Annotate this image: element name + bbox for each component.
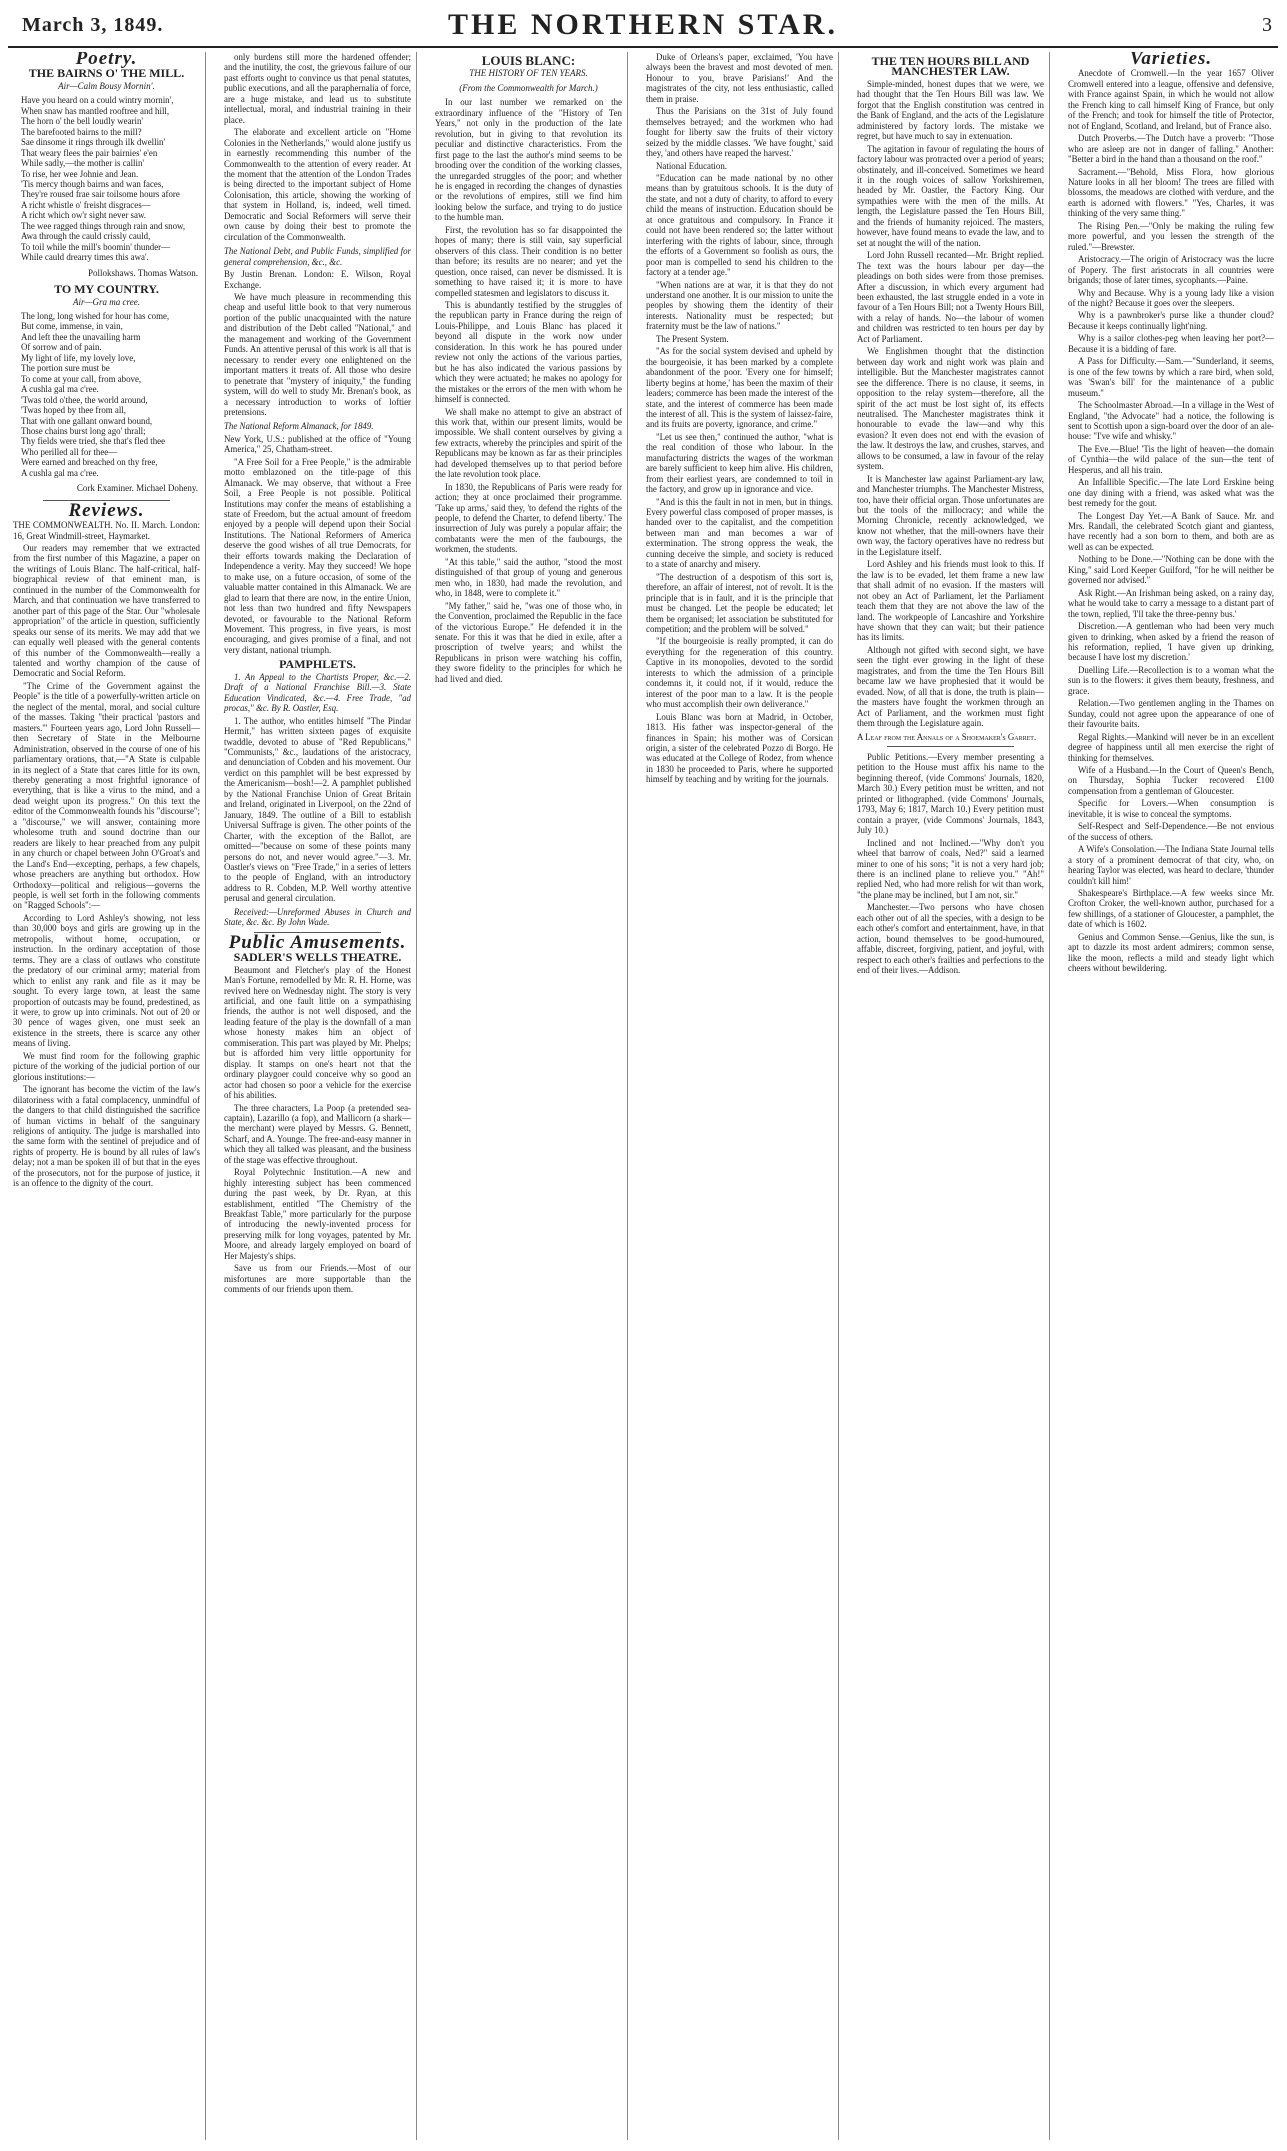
reviews-heading: Reviews. xyxy=(68,499,145,521)
poem-line: Have you heard on a could wintry mornin', xyxy=(21,95,174,106)
shoemaker-heading: A Leaf from the Annals of a Shoemaker's Garret. xyxy=(857,731,1037,742)
article-body xyxy=(435,97,622,684)
poem-line: A cushla gal ma c'ree. xyxy=(21,384,99,395)
pamphlet-body xyxy=(224,716,411,904)
poem-line: A cushla gal ma c'ree. xyxy=(21,467,99,478)
paragraph: 1. The author, who entitles himself "The Pindar Hermit," has written sixteen pages of exquisite twaddle, devoted to abuse of "Red Republicans," "Communists," &c., laudations of the aristocracy, and denunciation of Cobden and his movement. Our verdict on this pamphlet will be best expressed by the Americanism—bosh!—2. A pamphlet published by the National Franchise Union of Great Britain and Ireland, originated in Liverpool, on the 22nd of January, 1849. The outline of a Bill to establish Universal Suffrage is given. The other points of the Charter, with the exception of the Ballot, are omitted—"because on some of these points many persons do not, and never would agree."—3. Mr. Oastler's views on "Free Trade," in a series of letters to the people of England, with an introductory address to R. Cobden, M.P. Well worthy attentive perusal and general circulation. xyxy=(224,715,411,904)
variety-item: Self-Respect and Self-Dependence.—Be not envious of the success of others. xyxy=(1068,821,1274,842)
paragraph: "A Free Soil for a Free People," is the admirable motto emblazoned on the title-page of this Almanack. We may observe, that without a Free Soil, a Free People is not possible. Political Institutions may confer the means of establishing a state of Freedom, but the actual amount of freedom enjoyed by a people will depend upon their Social Institutions. The National Reformers of America deserve the good wishes of all true Democrats, for their efforts towards making the Declaration of Independence a verity. May they succeed! We hope to make use, on a future occasion, of some of the valuable matter contained in this Almanack. We are glad to learn that there are now, in the entire Union, not less than two hundred and fifty Newspapers devoted, or favourable to the National Reform Movement. This progress, in five years, is most encouraging, and gives promise of a final, and not very distant, national triumph. xyxy=(224,456,411,655)
book-title: The National Reform Almanack, for 1849. xyxy=(224,421,374,432)
pamphlet-item: 1. An Appeal to the Chartists Proper, &c.—2. Draft of a National Franchise Bill.—3. State Education Vindicated, &c.—4. Free Trade, "ad procas," &c. By R. Oastler, Esq. xyxy=(224,671,411,714)
poem-line: But come, immense, in vain, xyxy=(21,321,123,332)
variety-item: Ask Right.—An Irishman being asked, on a rainy day, what he would take to carry a message to a distant part of the town, replied, 'I'll take the three-penny bus.' xyxy=(1068,587,1274,619)
paragraph: "The Crime of the Government against the People" is the title of a powerfully-written article on the neglect of the mental, moral, and social culture of the masses. Taking "their practical 'pastors and masters.'" Fourteen years ago, Lord John Russell—then Secretary of State in the Melbourne Administration, observed in the course of one of his parliamentary orations, that,—"A State is culpable in its neglect of a State that cares little for its own, thereby generating a most frightful ignorance of everything, that is like a virus to the mind, and a dead weight upon its progress." On this text the editor of the Commonwealth founds his "discourse"; a "discourse," we will answer, containing more wholesome truth and sound doctrine than our readers are likely to hear preached from any pulpit in any church or chapel between John O'Groat's and the Land's End—excepting, perhaps, a few chapels, whose preachers are anything but orthodox. How Orthodoxy—political and religious—governs the people, is well set forth in the following comments on "Ragged Schools":— xyxy=(13,680,200,911)
paragraph: We Englishmen thought that the distinction between day work and night work was plain and intelligible. But the Manchester magistrates cannot see the difference. There is no clause, it seems, in opposition to the relay system—therefore, all the spirit of the act must be lost sight of, its effects neutralised. The Manchester magistrates think it honourable to evade the law—and why this evasion? It even does not end with the evasion of the law. It destroys the law, and crushes, starves, and allows to be consumed, a law in favour of the relay system. xyxy=(857,346,1044,472)
paragraph: Lord John Russell recanted—Mr. Bright replied. The text was the hours labour per day—the pleadings on both sides were from those premises. After a discussion, in which every argument had been exhausted, the last struggle ended in a vote in favour of a Ten Hours Bill; not a Twenty Hours Bill, with a relay of hands. No—the labour of women and children was restricted to ten hours per day by Act of Parliament. xyxy=(857,250,1044,344)
poem-line: When snaw has mantled rooftree and hill, xyxy=(21,105,170,116)
paragraph: Beaumont and Fletcher's play of the Honest Man's Fortune, remodelled by Mr. R. H. Horne, was revived here on Wednesday night. The story is very artificial, and one fault little on a sympathising friends, the author is not well disposed, and the leading feature of the play is the downfall of a man whose honesty makes him an object of commiseration. This part was played by Mr. Phelps; but is afforded him very little opportunity for display. It stamps on one's heart not that the ordinary playgoer could conceive why so good an actor had chosen so poor a vehicle for the exercise of his abilities. xyxy=(224,964,411,1101)
variety-item: Relation.—Two gentlemen angling in the Thames on Sunday, could not agree upon the appearance of one of their favourite baits. xyxy=(1068,698,1274,730)
theatre-heading: SADLER'S WELLS THEATRE. xyxy=(233,950,402,965)
poem-line: While cauld drearry times this awa'. xyxy=(21,252,149,263)
book-publisher: New York, U.S.: published at the office of "Young America," 25, Chatham-street. xyxy=(224,433,411,455)
poem-line: 'Tis mercy though bairns and wan faces, xyxy=(21,178,164,189)
paragraph: "If the bourgeoisie is really prompted, it can do everything for the regeneration of this country. Captive in its monopolies, devoted to the sordid interests to which the admission of a principle condemns it, it could not, if it would, reduce the interest of the poor man to a law. It is the people who must accomplish their own deliverance." xyxy=(646,636,833,710)
review-body xyxy=(13,543,200,1189)
paragraph: Simple-minded, honest dupes that we were, we had thought that the Ten Hours Bill was law. We forgot that the English constitution was centred in the Bank of England, and the acts of the Legislature administered by factory lords. The mistake we regret, but have much to say in extenuation. xyxy=(857,78,1044,142)
paragraph: "When nations are at war, it is that they do not understand one another. It is our mission to unite the peoples by showing them the identity of their interests. Nationality must be respected; but fraternity must be the law of nations." xyxy=(646,279,833,332)
paragraph: Public Petitions.—Every member presenting a petition to the House must affix his name to the beginning thereof, (vide Commons' Journals, 1820, March 30.) Every petition must be written, and not printed or lithographed. (vide Commons' Journals, 1793, May 6; 1817, March 10.) Every petition must contain a prayer, (vide Commons' Journals, 1843, July 10.) xyxy=(857,752,1044,836)
received-notice: Received:—Unreformed Abuses in Church and State, &c. &c. By John Wade. xyxy=(224,906,411,928)
paragraph: Thus the Parisians on the 31st of July found themselves betrayed; and the workmen who had fought for liberty saw the fruits of their victory seized by the middle classes. 'We have fought,' said they, 'and others have reaped the harvest.' xyxy=(646,106,833,159)
poem-line: Sae dinsome it rings through ilk dwellin' xyxy=(21,137,166,148)
poem-line: 'Twas hoped by thee from all, xyxy=(21,405,126,416)
column-louis-blanc xyxy=(430,52,628,2140)
variety-item: An Infallible Specific.—The late Lord Erskine being one day dining with a friend, was asked what was the best remedy for the gout. xyxy=(1068,477,1274,509)
paragraph: It is Manchester law against Parliament-ary law, and Manchester triumphs. The Manchester Mistress, too, have their official organ. Those unfortunates are but the tools of the millocracy; and while the Morning Chronicle, recently acknowledged, we know not whether, that the mill-owners have their own way, the factory operatives have no redress but in the Legislature itself. xyxy=(857,473,1044,557)
paragraph: "My father," said he, "was one of those who, in the Convention, proclaimed the Republic in the face of the victorious Europe." He defended it in the senate. For this it was that he died in exile, after a proscription of twelve years; and whilst the Republicans in prison were watching his coffin, they swore fidelity to the principles for which he had lived and died. xyxy=(435,600,622,684)
article-body xyxy=(646,52,833,785)
paragraph: We have much pleasure in recommending this cheap and useful little book to that very numerous portion of the public unacquainted with the nature and distribution of the Debt called "National," and the management and working of the Government Funds. An attentive perusal of this work is all that is necessary to render every one enlightened on the important matters it treats of. All those who desire to penetrate that "mystery of iniquity," the funding system, will do well to study Mr. Brenan's book, as a necessary introduction to works of loftier pretensions. xyxy=(224,291,411,417)
amusements-heading: Public Amusements. xyxy=(228,931,407,953)
paragraph: Our readers may remember that we extracted from the first number of this Magazine, a paper on the writings of Louis Blanc. The half-critical, half-biographical review of that eminent man, is continued in the number of the Commonwealth for March, and that continuation we have transferred to another part of this page of the Star. Our "wholesale appropriation" of the article in question, sufficiently speaks our sense of its merits. We may add that we can equally well pleased with the general contents of this number of the Commonwealth—really a talented and worthy champion of the cause of Democratic and Social Reform. xyxy=(13,543,200,679)
paragraph: Lord Ashley and his friends must look to this. If the law is to be evaded, let them frame a new law that shall admit of no evasion. If the masters will not obey an Act of Parliament, let the Parliament teach them that they are not above the law of the land. The workpeople of Lancashire and Yorkshire have shown that they can wait; but their patience has its limits. xyxy=(857,559,1044,643)
poem-line: My light of life, my lovely love, xyxy=(21,352,136,363)
poem-line: The portion sure must be xyxy=(21,363,110,374)
miscellany xyxy=(857,752,1044,976)
paragraph: "The destruction of a despotism of this sort is, therefore, an affair of interest, not of revolt. It is the principle that is in fault, and it is the principle that must be changed. Let the people be educated; let them be organised; let association be substituted for competition; and the problem will be solved." xyxy=(646,571,833,635)
variety-item: Sacrament.—"Behold, Miss Flora, how glorious Nature looks in all her bloom! The trees are filled with blossoms, the meadows are clothed with verdure, and the earth is adorned with flowers." "Yes, Charles, it was thinking of the very same thing." xyxy=(1068,166,1274,219)
poem-line: Thy fields were tried, she that's fled thee xyxy=(21,436,166,447)
paragraph: Duke of Orleans's paper, exclaimed, 'You have always been the bravest and most devoted of men. Honour to you, brave Parisians!' And the magistrates of the city, not less enthusiastic, called them in praise. xyxy=(646,52,833,104)
variety-item: The Longest Day Yet.—A Bank of Sauce. Mr. and Mrs. Randall, the celebrated Scotch giant and giantess, have recently had a son born to them, and both are as well as can be expected. xyxy=(1068,510,1274,552)
poem-air: Air—Calm Bousy Mornin'. xyxy=(58,80,155,91)
newspaper-title: THE NORTHERN STAR. xyxy=(448,8,838,41)
book-title: The National Debt, and Public Funds, simplified for general comprehension, &c., &c. xyxy=(224,246,411,267)
poem-line: While sadly,—the mother is callin' xyxy=(21,158,145,169)
column-louis-blanc-continued xyxy=(641,52,839,2140)
poem-air: Air—Gra ma cree. xyxy=(73,296,140,307)
article-heading: LOUIS BLANC: xyxy=(481,53,576,68)
article-heading: THE TEN HOURS BILL AND MANCHESTER LAW. xyxy=(871,54,1030,79)
poem-line: Of sorrow and of pain. xyxy=(21,342,102,353)
variety-item: Nothing to be Done.—"Nothing can be done with the King," said Lord Keeper Guilford, "for he will neither be governed nor advised." xyxy=(1068,554,1274,586)
article-body xyxy=(857,79,1044,729)
poem-signature: Pollokshaws. Thomas Watson. xyxy=(88,267,198,278)
paragraph: The ignorant has become the victim of the law's dilatoriness with a fatal complacency, unmindful of the dangers to that child distinguished the sacrifice of human victims in behalf of the sanguinary religions of antiquity. The judge is marshalled into the same form with the sentinel of prejudice and of rights of property. He is bound by all rules of law's delay; not a man be spoken ill of but that in the eyes of the prosecutors, not for the purpose of justice, it is an offence to the dignity of the court. xyxy=(13,1084,200,1189)
variety-item: Dutch Proverbs.—The Dutch have a proverb: "Those who are asleep are not in danger of falling." Another: "Better a bird in the hand than a thousand on the roof." xyxy=(1068,133,1274,165)
poem-line: 'Twas told o'thee, the world around, xyxy=(21,394,148,405)
variety-item: The Eve.—Blue! 'Tis the light of heaven—the domain of Cynthia—the wild palace of the sun—the tent of Hesperus, and all his train. xyxy=(1068,443,1274,475)
variety-item: A Pass for Difficulty.—Sam.—"Sunderland, it seems, is one of the few towns by which a rare bird, when sold, was 'Swan's bill' for the maintenance of a public museum." xyxy=(1068,356,1274,398)
paragraph: National Education. xyxy=(656,160,727,171)
review-lead: THE COMMONWEALTH. No. II. March. London: 16, Great Windmill-street, Haymarket. xyxy=(13,520,200,541)
poem-line: Awa through the cauld crissly cauld, xyxy=(21,231,151,242)
poem-line: That weary flees the pair bairnies' e'en xyxy=(21,147,158,158)
paragraph: We shall make no attempt to give an abstract of this work that, within our present limits, would be impossible. We shall content ourselves by giving a few extracts, whereby the principles and spirit of the Republicans may be known as far as their principles had developed themselves up to that period before the late revolution took place. xyxy=(435,406,622,480)
poem-line: The wee ragged things through rain and snow, xyxy=(21,220,186,231)
variety-item: Specific for Lovers.—When consumption is inevitable, it is wise to conceal the symptoms. xyxy=(1068,798,1274,819)
paragraph: The elaborate and excellent article on "Home Colonies in the Netherlands," would alone justify us in earnestly recommending this number of the Commonwealth to the attention of every reader. At the moment that the attention of the London Trades is being directed to the important subject of Home Colonisation, this article, showing the working of that system in Holland, is, indeed, well timed. Democratic and Social Reformers will serve their own cause by doing their best to promote the circulation of the Commonwealth. xyxy=(224,127,411,242)
article-subheading: THE HISTORY OF TEN YEARS. xyxy=(469,68,588,79)
variety-item: Why is a sailor clothes-peg when leaving her port?—Because it is a bidding of fare. xyxy=(1068,333,1274,354)
varieties-heading: Varieties. xyxy=(1129,52,1213,69)
paragraph: First, the revolution has so far disappointed the hopes of many; there is still vain, say superficial observers of this class. Their condition is no better than before; its results are no nearer; and yet the question, once raised, can never be dismissed. It is something to have raised it; it is more to have compelled statesmen and legislators to discuss it. xyxy=(435,224,622,298)
poem-line: And left thee the unavailing harm xyxy=(21,331,141,342)
paragraph: Manchester.—Two persons who have chosen each other out of all the species, with a design to be each other's comfort and entertainment, have, in that action, bound themselves to be good-humoured, affable, discreet, forgiving, patient, and joyful, with respect to each other's frailties and perfections to the end of their lives.—Addison. xyxy=(857,902,1044,976)
paragraph: We must find room for the following graphic picture of the working of the judicial portion of our glorious institutions:— xyxy=(13,1050,200,1082)
varieties-list xyxy=(1068,68,1274,973)
variety-item: A Wife's Consolation.—The Indiana State Journal tells a story of a prominent democrat of that city, who, on hearing Taylor was elected, was heard to declare, 'thunder couldn't kill him!' xyxy=(1068,844,1274,886)
variety-item: Why is a pawnbroker's purse like a thunder cloud? Because it keeps continually light'ning. xyxy=(1068,310,1274,331)
book-publisher: By Justin Brenan. London: E. Wilson, Royal Exchange. xyxy=(224,269,411,290)
variety-item: Wife of a Husband.—In the Court of Queen's Bench, on Thursday, Sophia Tucker recovered £100 compensation from a gentleman of Gloucester. xyxy=(1068,765,1274,796)
poem-line: The barefooted bairns to the mill? xyxy=(21,126,142,137)
paragraph: The three characters, La Poop (a pretended sea-captain), Lazarillo (a fop), and Mallicorn (a shark—the merchant) were played by Messrs. G. Bennett, Scharf, and A. Younge. The free-and-easy manner in which they all talked was pleasant, and the business of the stage was effective throughout. xyxy=(224,1102,411,1165)
variety-item: Genius and Common Sense.—Genius, like the sun, is apt to dazzle its most ardent admirers; common sense, like the moon, reflects a mild and steady light which cheers without bewildering. xyxy=(1068,931,1274,974)
poetry-heading: Poetry. xyxy=(75,52,138,69)
review-body xyxy=(224,457,411,656)
paragraph: In our last number we remarked on the extraordinary influence of the "History of Ten Years," not only in the production of the late revolution, but in giving to that revolution its peculiar and distinctive characteristics. From the first page to the last the author's mind seems to be brooding over the condition of the working classes, the unregarded struggles of the poor; and whether he is engaged in recording the changes of dynasties or the revolutions of empires, still we find him looking below the surface, and trying to do justice to the humble man. xyxy=(435,97,622,223)
poem-line: Were earned and breached on thy free, xyxy=(21,457,158,468)
paragraph: "Let us see then," continued the author, "what is the real condition of those who labour. In the manufacturing districts the wages of the workman are barely sufficient to keep him alive. His children, from their earliest years, are condemned to toil in the factory, and grow up in ignorance and vice. xyxy=(646,431,833,495)
variety-item: Aristocracy.—The origin of Aristocracy was the lucre of Popery. The first aristocrats in all countries were brigands; those of later times, sycophants.—Paine. xyxy=(1068,254,1274,286)
paragraph: Royal Polytechnic Institution.—A new and highly interesting subject has been commenced during the past week, by Dr. Ryan, at this establishment, entitled "The Chemistry of the Breakfast Table," more particularly for the purpose of introducing the newly-invented process for preserving milk for long voyages, patented by Mr. Moore, and already largely employed on board of Her Majesty's ships. xyxy=(224,1167,411,1261)
variety-item: Shakespeare's Birthplace.—A few weeks since Mr. Crofton Croker, the well-known author, purchased for a few shillings, of a stationer of Gloucester, a pamphlet, the date of which is 1602. xyxy=(1068,887,1274,930)
poem-title: THE BAIRNS O' THE MILL. xyxy=(28,66,185,81)
paragraph: only burdens still more the hardened offender; and the inutility, the cost, the grievous failure of our past efforts ought to convince us that penal statutes, public executions, and all the paraphernalia of force, are a huge mistake, and lead us to substitute intellectual, moral, and industrial training in their place. xyxy=(224,52,411,125)
poem-line: To toil while the mill's boomin' thunder— xyxy=(21,241,171,252)
poem-line: Who perilled all for thee— xyxy=(21,446,118,457)
paragraph: Although not gifted with second sight, we have seen the tight ever growing in the light of these magistrates, and from the time the Ten Hours Bill became law we have prophesied that it would be evaded. Now, of all that is done, the truth is plain—the masters have fought the workmen through an Act of Parliament, and the workmen must fight them through the Legislature again. xyxy=(857,644,1044,729)
poem-stanza xyxy=(21,311,200,478)
paragraph: "At this table," said the author, "stood the most distinguished of that group of young and generous men who, in 1830, had made the revolution, and who, in 1848, were to complete it." xyxy=(435,556,622,599)
paragraph: "And is this the fault in not in men, but in things. Every powerful class composed of proper masses, is handed over to the capitalist, and the competition between man and man becomes a war of extermination. The strong oppress the weak, the cunning deceive the simple, and society is reduced to a state of anarchy and misery. xyxy=(646,496,833,570)
review-body xyxy=(224,292,411,417)
column-reviews-amusements xyxy=(219,52,417,2140)
paragraph: Save us from our Friends.—Most of our misfortunes are more supportable than the comments of our friends upon them. xyxy=(224,1263,411,1295)
issue-date: March 3, 1849. xyxy=(22,14,164,36)
paragraph: The Present System. xyxy=(656,333,729,344)
paragraph: According to Lord Ashley's showing, not less than 30,000 boys and girls are growing up in the metropolis, without home, occupation, or instruction. In the ordinary acceptation of those terms. They are a class of outlaws who constitute the predatory of our criminal army; material from which to enlist any rank and file as it may be sought. To every large town, at least the same proportion of outcasts may be found, predestined, as it were, to grow up into criminals. Not out of 20 or 30 pence of wages given, one must seek an existence in the streets, there is scarce any other means of living. xyxy=(13,912,200,1049)
column-ten-hours-bill xyxy=(852,52,1050,2140)
paragraph: The agitation in favour of regulating the hours of factory labour was protracted over a period of years; obstinately, and ill-conceived. Sometimes we heard it in the rough voices of sallow Yorkshiremen, headed by Mr. Oastler, the Factory King. Our sympathies were with the men of the mills. At length, the Legislature passed the Ten Hours Bill, and the friends of humanity rejoiced. The masters, however, have found means to evade the law, and to set at nought the will of the nation. xyxy=(857,143,1044,248)
variety-item: Anecdote of Cromwell.—In the year 1657 Oliver Cromwell entered into a league, offensive and defensive, with France against Spain, in which he would not allow the French king to call himself King of France, but only of the French; and took for himself the title of Protector, not of England, Scotland, and Ireland, but of France also. xyxy=(1068,68,1274,131)
variety-item: Duelling Life.—Recollection is to a woman what the sun is to the flowers: it gives them beauty, freshness, and grace. xyxy=(1068,664,1274,696)
review-body xyxy=(224,52,411,242)
variety-item: The Rising Pen.—"Only be making the ruling few more powerful, and you lessen the strength of the ruled."—Brewster. xyxy=(1068,220,1274,252)
poem-signature: Cork Examiner. Michael Doheny. xyxy=(76,483,198,494)
paragraph: This is abundantly testified by the struggles of the republican party in France during the reign of Louis-Philippe, and Louis Blanc has placed it beyond all dispute in the work now under consideration. In this work he has poured under review not only the actions of the various parties, but he has also indicated the various passions by which they were actuated; he makes no apology for the mistakes or the errors of the men with whom he himself is connected. xyxy=(435,299,622,405)
poem-line: The long, long wished for hour has come, xyxy=(21,310,170,321)
poem-title: TO MY COUNTRY. xyxy=(54,282,159,297)
poem-stanza xyxy=(21,95,200,262)
masthead xyxy=(8,8,1278,48)
poem-line: The horn o' the bell loudly wearin' xyxy=(21,116,143,127)
pamphlets-heading: PAMPHLETS. xyxy=(279,657,356,672)
paragraph: Inclined and not Inclined.—"Why don't you wheel that barrow of coals, Ned?" said a learned miner to one of his sons; "it is not a very hard job; there is an inclined plane to relieve you." "Ah!" replied Ned, who had more relish for wit than work, "the plane may be inclined, but I am not, sir." xyxy=(857,837,1044,900)
variety-item: Discretion.—A gentleman who had been very much given to drinking, when asked by a friend the reason of his reformation, replied, 'I have given up drinking, because I have lost my discretion.' xyxy=(1068,621,1274,663)
poem-line: Those chains burst long ago' thrall; xyxy=(21,425,146,436)
poem-line: To come at your call, from above, xyxy=(21,373,142,384)
article-source: (From the Commonwealth for March.) xyxy=(459,82,598,93)
variety-item: Regal Rights.—Mankind will never be in an excellent degree of happiness until all men exercise the right of thinking for themselves. xyxy=(1068,731,1274,763)
pamphlet-list xyxy=(224,672,411,714)
paragraph: "Education can be made national by no other means than by gratuitous schools. It is the duty of the state, and not a duty of charity, to afford to every child the means of instruction. Education should be at once gratuitous and compulsory. In France it could not have been rendered so; the latter without interfering with the rights of labour, since, through the efforts of a Government so foolish as ours, the poor man is compelled to send his children to the factory at a tender age." xyxy=(646,172,833,278)
poem-line: That with one gallant onward bound, xyxy=(21,415,153,426)
column-varieties xyxy=(1063,52,1279,2140)
poem-line: A richt whistle o' freisht disgraces— xyxy=(21,199,151,210)
poem-line: A richt which ow'r sight never saw. xyxy=(21,210,146,221)
page-number: 3 xyxy=(1262,14,1272,36)
poem-line: They're roused frae sair toilsome hours afore xyxy=(21,189,180,200)
paragraph: In 1830, the Republicans of Paris were ready for action; they at once proclaimed their programme. 'Take up arms,' said they, 'to defend the rights of the people, to defend the Charter, to defend liberty.' The insurrection of July was purely a popular affair; the combatants were the men of the faubourgs, the workmen, the students. xyxy=(435,481,622,555)
poem-line: To rise, her wee Johnie and Jean. xyxy=(21,168,139,179)
theatre-body xyxy=(224,965,411,1295)
divider xyxy=(887,746,1014,747)
variety-item: Why and Because. Why is a young lady like a vision of the night? Because it goes over the sleepers. xyxy=(1068,287,1274,308)
paragraph: "As for the social system devised and upheld by the bourgeoisie, it has been marked by a complete abandonment of the poor. 'Every one for himself; liberty begins at home,' has been the maxim of their leaders; commerce has been made the interest of the state, and the interest of commerce has been made the interest of all. This is the system of laissez-faire, and its fruits are poverty, ignorance, and crime." xyxy=(646,346,833,430)
variety-item: The Schoolmaster Abroad.—In a village in the West of England, "the Advocate" had a notice, the following is sent to Scottish upon a sign-board over the door of an ale-house: "I've wife and whisky." xyxy=(1068,400,1274,442)
paragraph: Louis Blanc was born at Madrid, in October, 1813. His father was inspector-general of the finances in Spain; his mother was of Corsican origin, a sister of the celebrated Pozzo di Borgo. He was educated at the College of Rodez, from whence in 1830 he proceeded to Paris, where he supported himself by teaching and by writing for the journals. xyxy=(646,711,833,785)
column-poetry-reviews xyxy=(8,52,206,2140)
